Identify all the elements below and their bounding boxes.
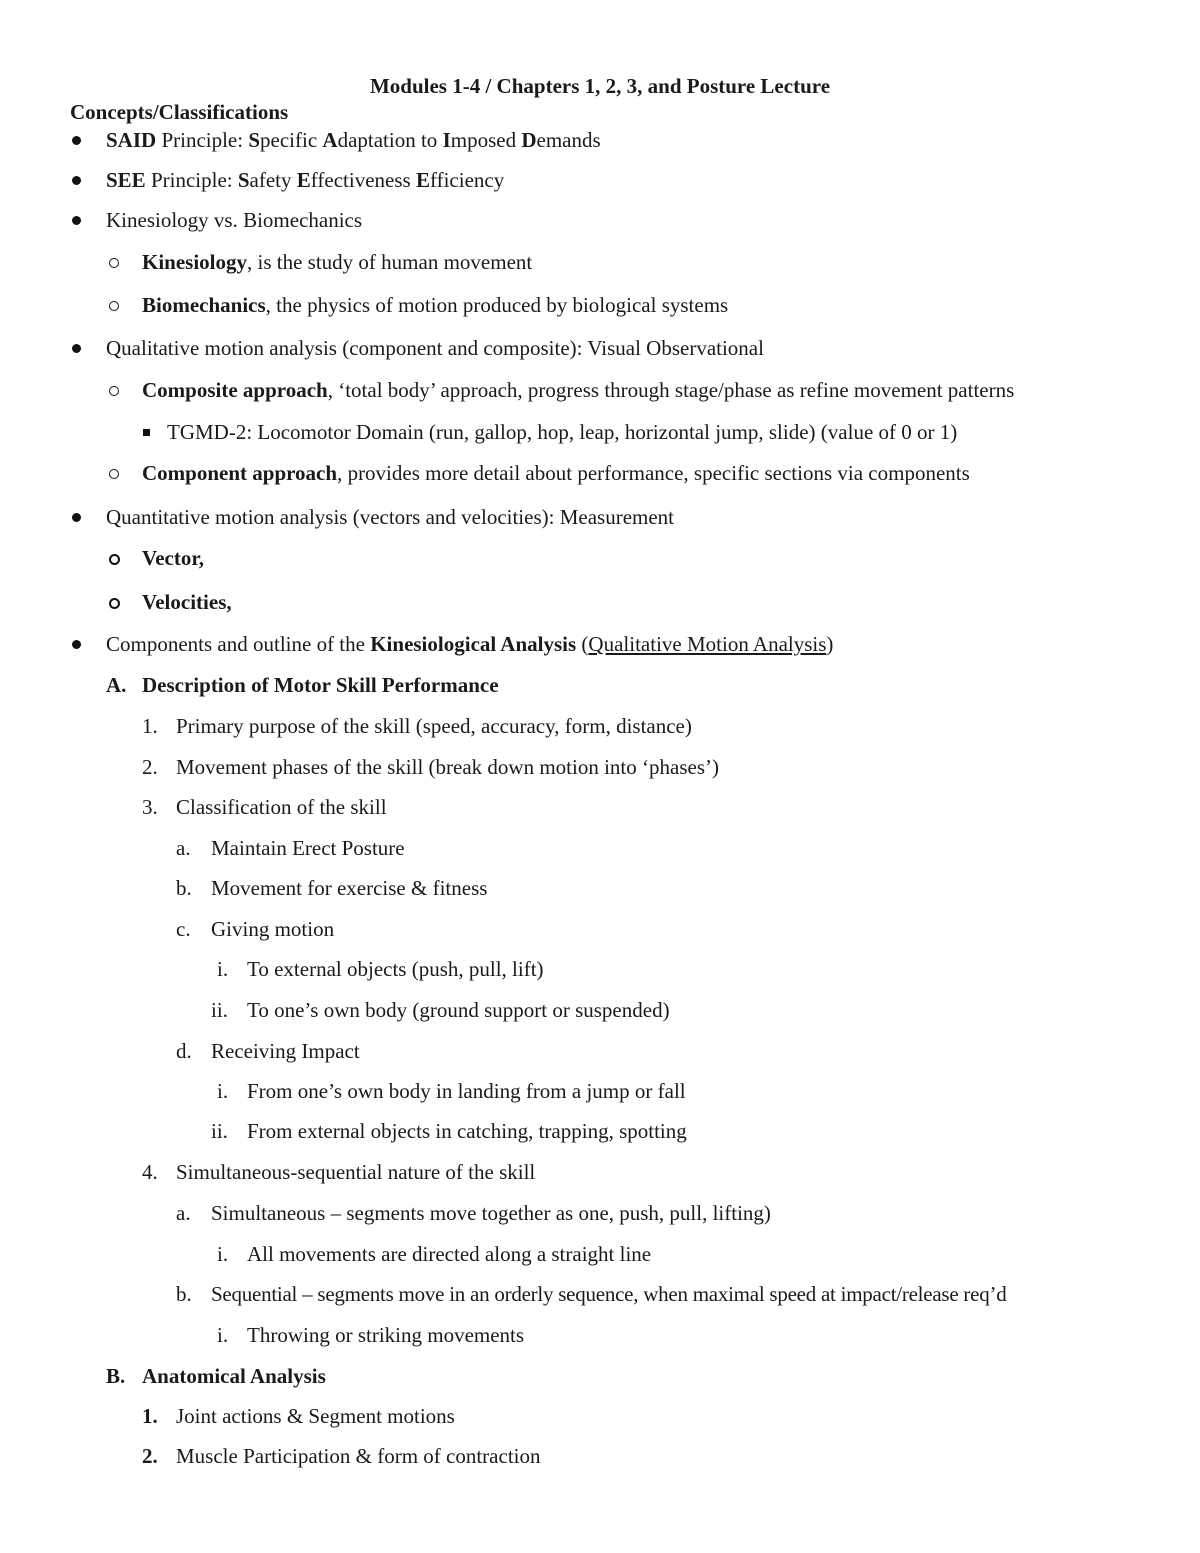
see-word: ffectiveness [310,168,416,192]
qualitative-text: Qualitative motion analysis (component and composite): Visual Observational [106,336,764,360]
bullet-icon [72,640,81,649]
see-letter: S [237,168,250,192]
vector-text: Vector, [142,546,205,570]
kinesiology-term: Kinesiology [142,250,248,274]
item-letter: b. [176,1282,192,1306]
kin-vs-bio-text: Kinesiology vs. Biomechanics [106,208,363,232]
components-outline-text [106,630,833,658]
item-number: 3. [142,795,158,819]
document-title: Modules 1-4 / Chapters 1, 2, 3, and Posture Lecture [369,74,831,98]
item-text: Maintain Erect Posture [211,836,405,860]
quantitative-text: Quantitative motion analysis (vectors and velocities): Measurement [106,505,675,529]
item-text: To one’s own body (ground support or suspended) [247,998,670,1022]
item-text: All movements are directed along a straight line [247,1242,652,1266]
item-text: From external objects in catching, trapping, spotting [247,1119,687,1143]
item-letter: a. [176,1201,191,1225]
circle-bullet-icon [109,554,120,565]
see-term: SEE [106,168,146,192]
item-text: Simultaneous-sequential nature of the skill [176,1160,536,1184]
item-letter: c. [176,917,191,941]
kinesiology-rest: , is the study of human movement [247,250,533,274]
said-letter: D [521,128,537,152]
item-roman: i. [217,1242,229,1266]
component-rest: , provides more detail about performance, specific sections via components [337,461,970,485]
composite-rest: , ‘total body’ approach, progress through stage/phase as refine movement patterns [327,378,1015,402]
circle-bullet-icon [109,598,120,609]
bullet-icon [72,344,81,353]
composite-term: Composite approach [142,378,328,402]
said-word: pecific [260,128,323,152]
item-letter: b. [176,876,192,900]
item-text: Throwing or striking movements [247,1323,525,1347]
said-word: daptation to [337,128,443,152]
said-text [106,126,601,154]
square-bullet-icon [143,429,150,436]
item-text: Receiving Impact [211,1039,360,1063]
circle-bullet-icon [109,258,119,268]
tgmd-text: TGMD-2: Locomotor Domain (run, gallop, hop, leap, horizontal jump, slide) (value of 0 or 1) [167,420,958,444]
section-heading: Concepts/Classifications [70,100,289,124]
circle-bullet-icon [109,386,119,396]
see-letter: E [296,168,311,192]
kinesiology-text [142,248,532,276]
composite-text [142,376,1014,404]
said-word: mposed [450,128,522,152]
item-number: 1. [142,714,158,738]
said-letter: A [322,128,338,152]
outline-paren: ( [576,632,589,656]
said-term: SAID [106,128,157,152]
item-number: 2. [142,1444,158,1468]
item-text: Classification of the skill [176,795,387,819]
outline-pre: Components and outline of the [106,632,371,656]
item-roman: ii. [211,998,228,1022]
velocities-text: Velocities, [142,590,232,614]
item-text: Primary purpose of the skill (speed, accuracy, form, distance) [176,714,692,738]
bullet-icon [72,176,81,185]
section-a-title: Description of Motor Skill Performance [142,673,499,697]
item-roman: i. [217,957,229,981]
said-rest: Principle: [156,128,249,152]
component-term: Component approach [142,461,338,485]
item-text: Movement for exercise & fitness [211,876,488,900]
circle-bullet-icon [109,301,119,311]
item-roman: ii. [211,1119,228,1143]
item-text: Sequential – segments move in an orderly sequence, when maximal speed at impact/release req’d [211,1282,1007,1306]
section-a-label: A. [106,673,127,697]
item-text: Simultaneous – segments move together as one, push, pull, lifting) [211,1201,771,1225]
outline-underlined: Qualitative Motion Analysis [588,632,827,656]
said-letter: I [442,128,451,152]
item-letter: d. [176,1039,192,1063]
bullet-icon [72,216,81,225]
see-letter: E [415,168,430,192]
outline-term: Kinesiological Analysis [370,632,577,656]
bullet-icon [72,513,81,522]
item-text: Muscle Participation & form of contraction [176,1444,541,1468]
item-letter: a. [176,836,191,860]
section-b-label: B. [106,1364,126,1388]
biomechanics-text [142,291,728,319]
outline-paren: ) [826,632,834,656]
item-text: Joint actions & Segment motions [176,1404,455,1428]
item-roman: i. [217,1079,229,1103]
item-number: 4. [142,1160,158,1184]
item-text: Movement phases of the skill (break down motion into ‘phases’) [176,755,719,779]
biomechanics-term: Biomechanics [142,293,266,317]
item-number: 1. [142,1404,158,1428]
bullet-icon [72,136,81,145]
see-word: afety [249,168,297,192]
component-text [142,459,970,487]
said-word: emands [536,128,601,152]
said-letter: S [248,128,261,152]
item-roman: i. [217,1323,229,1347]
see-rest: Principle: [145,168,238,192]
see-text [106,166,504,194]
circle-bullet-icon [109,469,119,479]
biomechanics-rest: , the physics of motion produced by biological systems [265,293,729,317]
item-text: Giving motion [211,917,335,941]
item-text: To external objects (push, pull, lift) [247,957,544,981]
item-text: From one’s own body in landing from a jump or fall [247,1079,686,1103]
item-number: 2. [142,755,158,779]
see-word: fficiency [429,168,505,192]
section-b-title: Anatomical Analysis [142,1364,326,1388]
